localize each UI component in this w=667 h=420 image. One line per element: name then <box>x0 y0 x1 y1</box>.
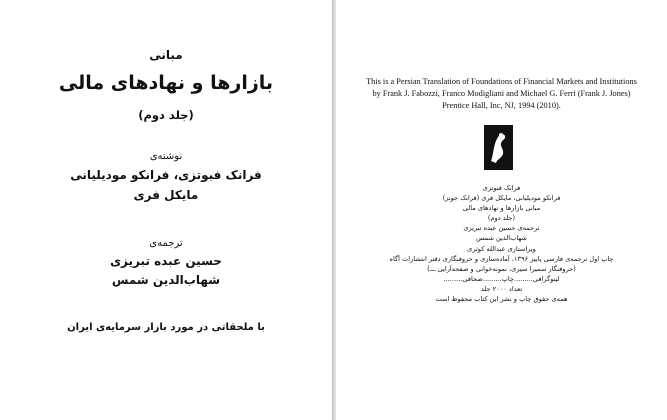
author-line-1: فرانک فبوتزی، فرانکو مودیلیانی <box>70 168 262 182</box>
imprint-line: (حروفنگار سمیرا سیری، نمونه‌خوانی و صفحه‌آرایی ـــ) <box>427 264 576 273</box>
imprint-line: همه‌ی حقوق چاپ و نشر این کتاب محفوظ است <box>435 295 568 304</box>
imprint-line: شهاب‌الدین شمس <box>476 234 527 243</box>
volume-label: (جلد دوم) <box>138 108 194 122</box>
appendix-note: با ملحقاتی در مورد بازار سرمایه‌ی ایران <box>67 322 265 333</box>
imprint-block <box>336 183 667 304</box>
translator-line-2: شهاب‌الدین شمس <box>111 273 221 287</box>
imprint-line: ویراستاری عبدالله کوثری <box>467 244 536 253</box>
imprint-line: مبانی بازارها و نهادهای مالی <box>462 204 541 213</box>
english-notice: This is a Persian Translation of Foundations of Financial Markets and Institutions by Frank J. Fabozzi, Franco Modigliani and Michael G. Ferri (Frank J. Jones) Prentice Hall, Inc, NJ, 1994 (2010). <box>366 77 637 110</box>
author-line-2: مایکل فری <box>133 188 199 202</box>
imprint-line: تعداد ۲۰۰۰ جلد <box>480 284 523 293</box>
imprint-line: ترجمه‌ی حسین عبده تبریزی <box>463 224 540 233</box>
imprint-line: (جلد دوم) <box>487 214 516 223</box>
imprint-line: فرانک فبوتزی <box>482 184 521 192</box>
book-subtitle: مبانی <box>149 48 183 62</box>
left-page <box>0 0 332 420</box>
imprint-line: لیتوگرافی.........چاپ.........صحافی......... <box>443 274 560 283</box>
author-label: نوشته‌ی <box>149 151 183 162</box>
imprint-line: فرانکو مودیلیانی، مایکل فری (فرانک جونز) <box>442 194 561 203</box>
imprint-line: چاپ اول ترجمه‌ی فارسی پاییز ۱۳۹۶، آماده‌سازی و حروفنگاری دفتر انتشارات آگاه <box>389 254 614 263</box>
translator-label: ترجمه‌ی <box>149 238 183 249</box>
book-title: بازارها و نهادهای مالی <box>58 72 274 94</box>
publisher-logo-icon <box>484 125 513 170</box>
translator-line-1: حسین عبده تبریزی <box>110 254 222 268</box>
